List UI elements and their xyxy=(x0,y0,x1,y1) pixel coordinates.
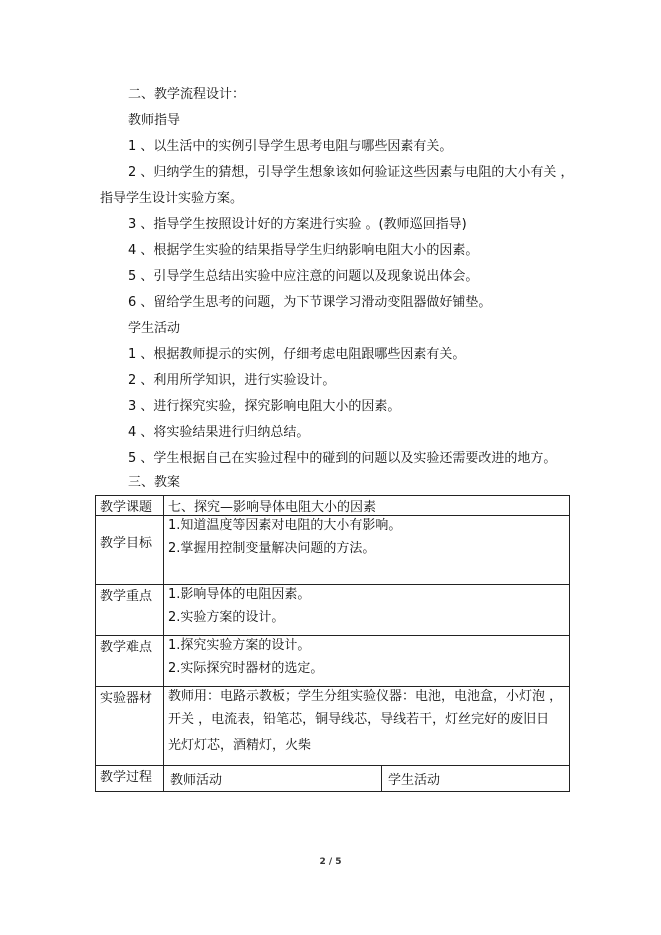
student-item: 5 、学生根据自己在实验过程中的碰到的问题以及实验还需要改进的地方。 xyxy=(128,451,557,466)
table-row xyxy=(96,687,570,766)
equipment-label: 实验器材 xyxy=(96,687,164,766)
key-line: 2.实验方案的设计。 xyxy=(168,610,285,625)
process-student: 学生活动 xyxy=(382,766,570,792)
process-label: 教学过程 xyxy=(96,766,164,792)
teacher-item: 2 、归纳学生的猜想，引导学生想象该如何验证这些因素与电阻的大小有关 ， xyxy=(128,165,574,180)
student-item: 2 、利用所学知识，进行实验设计。 xyxy=(128,373,336,388)
key-cell xyxy=(164,585,570,636)
section-flow-title: 二、教学流程设计： xyxy=(128,87,246,102)
student-item: 1 、根据教师提示的实例，仔细考虑电阻跟哪些因素有关。 xyxy=(128,347,466,362)
table-row xyxy=(96,585,570,636)
student-activity-title: 学生活动 xyxy=(128,321,181,336)
table-row xyxy=(96,516,570,585)
equipment-line: 教师用：电路示教板；学生分组实验仪器：电池，电池盒，小灯泡 ， xyxy=(168,689,563,704)
equipment-line: 开关 ，电流表，铅笔芯，铜导线芯，导线若干，灯丝完好的废旧日 xyxy=(168,712,550,727)
goal-line: 1.知道温度等因素对电阻的大小有影响。 xyxy=(168,518,402,533)
student-item: 3 、进行探究实验，探究影响电阻大小的因素。 xyxy=(128,399,401,414)
equipment-line: 光灯灯芯，酒精灯，火柴 xyxy=(168,738,312,753)
teacher-item: 指导学生设计实验方案。 xyxy=(100,191,244,206)
difficulty-line: 1.探究实验方案的设计。 xyxy=(168,638,311,653)
topic-label: 教学课题 xyxy=(96,496,164,516)
difficulty-line: 2.实际探究时器材的选定。 xyxy=(168,661,324,676)
key-line: 1.影响导体的电阻因素。 xyxy=(168,587,311,602)
teacher-item: 1 、以生活中的实例引导学生思考电阻与哪些因素有关。 xyxy=(128,139,453,154)
key-label: 教学重点 xyxy=(96,585,164,636)
teacher-guide-title: 教师指导 xyxy=(128,113,181,128)
section-plan-title: 三、教案 xyxy=(128,475,181,490)
difficulty-label: 教学难点 xyxy=(96,636,164,687)
goal-line: 2.掌握用控制变量解决问题的方法。 xyxy=(168,541,376,556)
lesson-plan-table xyxy=(95,495,570,792)
page-number: 2 / 5 xyxy=(319,857,342,867)
table-row xyxy=(96,496,570,516)
teacher-item: 4 、根据学生实验的结果指导学生归纳影响电阻大小的因素。 xyxy=(128,243,479,258)
process-teacher: 教师活动 xyxy=(164,766,382,792)
teacher-item: 3 、指导学生按照设计好的方案进行实验 。(教师巡回指导) xyxy=(128,217,467,232)
equipment-cell xyxy=(164,687,570,766)
teacher-item: 5 、引导学生总结出实验中应注意的问题以及现象说出体会。 xyxy=(128,269,479,284)
table-row xyxy=(96,636,570,687)
teacher-item: 6 、留给学生思考的问题，为下节课学习滑动变阻器做好铺垫。 xyxy=(128,295,492,310)
student-item: 4 、将实验结果进行归纳总结。 xyxy=(128,425,310,440)
topic-value: 七、探究—影响导体电阻大小的因素 xyxy=(164,496,570,516)
table-row xyxy=(96,766,570,792)
goal-label: 教学目标 xyxy=(96,516,164,585)
difficulty-cell xyxy=(164,636,570,687)
goal-cell xyxy=(164,516,570,585)
